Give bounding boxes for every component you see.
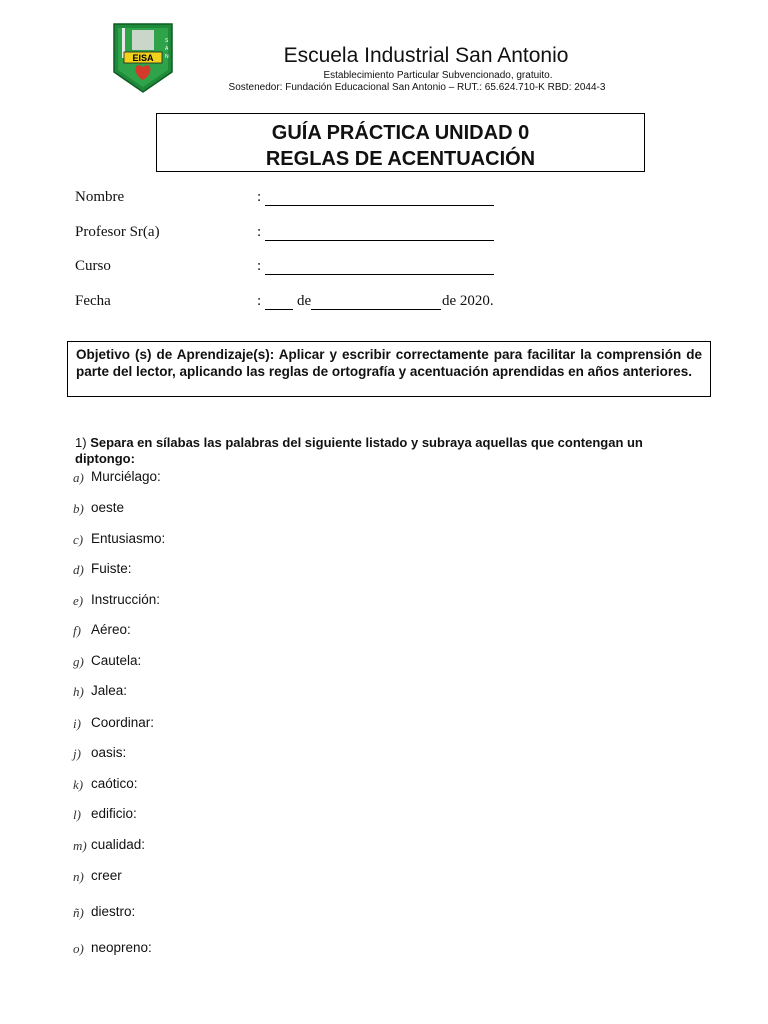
item-letter: j) [73,746,81,761]
nombre-colon: : [257,189,262,205]
nombre-label: Nombre [75,189,125,205]
item-word: caótico: [91,776,138,791]
item-word: Murciélago: [91,469,161,484]
fecha-month-line[interactable] [311,309,441,310]
item-word: diestro: [91,904,136,919]
item-word: Fuiste: [91,561,132,576]
item-word: Aéreo: [91,622,131,637]
svg-text:A: A [165,46,169,52]
item-word: Cautela: [91,653,142,668]
school-subtitle: Establecimiento Particular Subvencionado, gratuito. [323,70,553,81]
profesor-label: Profesor Sr(a) [75,224,160,240]
item-letter: h) [73,684,84,699]
profesor-colon: : [257,224,262,240]
item-word: Instrucción: [91,592,161,607]
svg-text:S: S [165,38,169,44]
item-letter: n) [73,869,84,884]
fecha-year: de 2020. [442,293,494,309]
item-word: cualidad: [91,837,146,852]
guide-subtitle: REGLAS DE ACENTUACIÓN [265,148,536,170]
item-word: creer [91,868,122,883]
fecha-de: de [297,293,312,309]
objective-box: Objetivo (s) de Aprendizaje(s): Aplicar y escribir correctamente para facilitar la comprensión de parte del lector, aplicando las reglas de ortografía y acentuación aprendidas en años anteriores. [67,341,711,397]
guide-title-box [156,113,645,172]
school-sostenedor: Sostenedor: Fundación Educacional San Antonio – RUT.: 65.624.710-K RBD: 2044-3 [228,82,606,93]
item-letter: k) [73,777,84,792]
item-letter: b) [73,501,84,516]
item-word: Coordinar: [91,715,155,730]
item-word: oeste [91,500,125,515]
profesor-line[interactable] [265,240,494,241]
item-letter: c) [73,532,84,547]
fecha-field[interactable] [75,293,575,313]
item-letter: l) [73,807,81,822]
fecha-label: Fecha [75,293,111,309]
fecha-day-line[interactable] [265,309,293,310]
item-letter: m) [73,838,87,853]
item-letter: ñ) [73,905,84,920]
item-word: Jalea: [91,683,128,698]
curso-line[interactable] [265,274,494,275]
item-word: edificio: [91,806,137,821]
item-word: oasis: [91,745,127,760]
guide-title: GUÍA PRÁCTICA UNIDAD 0 [271,122,530,144]
item-letter: a) [73,470,84,485]
item-letter: d) [73,562,84,577]
item-word: Entusiasmo: [91,531,166,546]
item-letter: i) [73,716,81,731]
item-letter: o) [73,941,84,956]
item-letter: g) [73,654,84,669]
question-number: 1) [75,435,87,450]
nombre-line[interactable] [265,205,494,206]
curso-label: Curso [75,258,111,274]
item-letter: e) [73,593,84,608]
item-word: neopreno: [91,940,152,955]
svg-text:N: N [165,54,169,60]
school-name: Escuela Industrial San Antonio [283,44,569,67]
curso-colon: : [257,258,262,274]
question-1 [75,435,675,467]
item-letter: f) [73,623,81,638]
fecha-colon: : [257,293,262,309]
question-text: Separa en sílabas las palabras del siguiente listado y subraya aquellas que contengan un diptongo: [75,435,643,466]
svg-text:EISA: EISA [132,53,154,63]
